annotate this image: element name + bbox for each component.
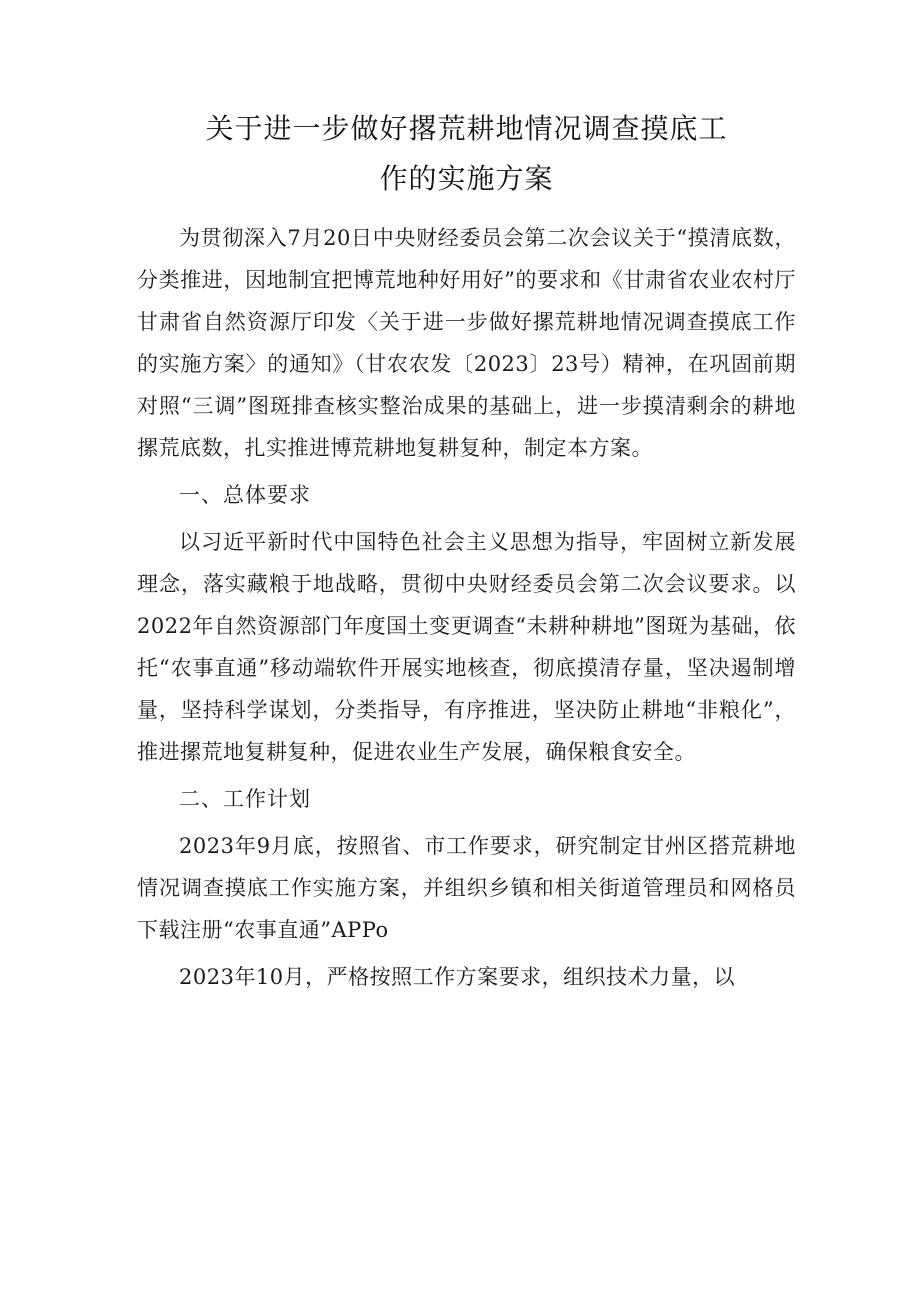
section-1-heading: 一、总体要求 — [179, 483, 311, 507]
plan-item-paragraph: 2023年9月底，按照省、市工作要求，研究制定甘州区搭荒耕地情况调查摸底工作实施方案，并组织乡镇和相关街道管理员和网格员下载注册“农事直通”APPo — [137, 834, 796, 942]
section-2-heading: 二、工作计划 — [179, 787, 311, 811]
intro-paragraph: 为贯彻深入7月20日中央财经委员会第二次会议关于“摸清底数，分类推进，因地制宜把博荒地种好用好”的要求和《甘肃省农业农村厅甘肃省自然资源厅印发〈关于进一步做好摞荒耕地情况调查摸底工作的实施方案〉的通知》（甘农农发〔2023〕23号）精神，在巩固前期对照“三调”图斑排查核实整治成果的基础上，进一步摸清剩余的耕地摞荒底数，扎实推进博荒耕地复耕复种，制定本方案。 — [137, 226, 796, 460]
section-1-paragraph: 以习近平新时代中国特色社会主义思想为指导，牢固树立新发展理念，落实藏粮于地战略，贯彻中央财经委员会第二次会议要求。以2022年自然资源部门年度国土变更调查“未耕种耕地”图斑为基础，依托“农事直通”移动端软件开展实地核查，彻底摸清存量，坚决遏制增量，坚持科学谋划，分类指导，有序推进，坚决防止耕地“非粮化”，推进摞荒地复耕复种，促进农业生产发展，确保粮食安全。 — [137, 530, 796, 764]
document-title — [137, 104, 796, 204]
title-line-2: 作的实施方案 — [379, 162, 554, 195]
title-line-1: 关于进一步做好撂荒耕地情况调查摸底工 — [205, 112, 728, 145]
plan-item-paragraph: 2023年10月，严格按照工作方案要求，组织技术力量，以 — [179, 965, 736, 989]
